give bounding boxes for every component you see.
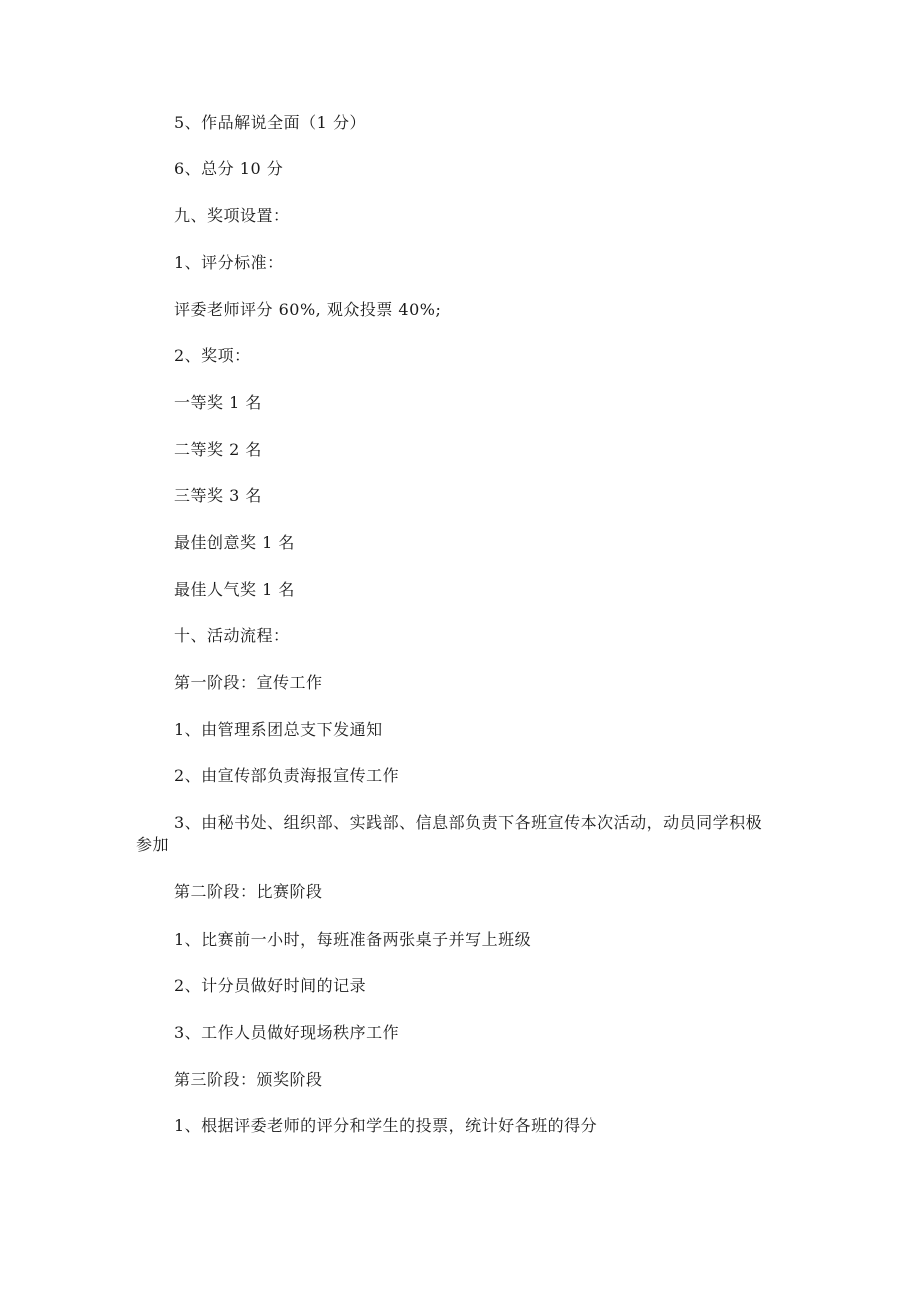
scoring-standard-heading: 1、评分标准： (174, 253, 284, 272)
stage-1-item-3 (136, 812, 816, 856)
stage-1-item-1: 1、由管理系团总支下发通知 (174, 720, 383, 739)
scoring-ratio-text: 评委老师评分 60%, 观众投票 40%; (174, 300, 442, 319)
item-5-explanation: 5、作品解说全面（1 分） (174, 113, 366, 132)
stage-2-heading: 第二阶段：比赛阶段 (174, 882, 323, 901)
stage-1-item-2: 2、由宣传部负责海报宣传工作 (174, 766, 400, 785)
stage-2-item-1: 1、比赛前一小时，每班准备两张桌子并写上班级 (174, 930, 532, 949)
award-second-prize: 二等奖 2 名 (174, 440, 262, 459)
stage-2-item-2: 2、计分员做好时间的记录 (174, 976, 367, 995)
stage-3-item-1: 1、根据评委老师的评分和学生的投票，统计好各班的得分 (174, 1116, 598, 1135)
awards-heading: 2、奖项： (174, 346, 251, 365)
stage-2-item-3: 3、工作人员做好现场秩序工作 (174, 1023, 400, 1042)
stage-1-item-3-line-2: 参加 (136, 835, 170, 854)
award-best-creative: 最佳创意奖 1 名 (174, 533, 295, 552)
stage-1-item-3-line-1: 3、由秘书处、组织部、实践部、信息部负责下各班宣传本次活动，动员同学积极 (174, 813, 763, 832)
stage-3-heading: 第三阶段：颁奖阶段 (174, 1070, 323, 1089)
item-6-total-score: 6、总分 10 分 (174, 159, 284, 178)
award-first-prize: 一等奖 1 名 (174, 393, 262, 412)
award-most-popular: 最佳人气奖 1 名 (174, 580, 295, 599)
award-third-prize: 三等奖 3 名 (174, 486, 262, 505)
stage-1-heading: 第一阶段：宣传工作 (174, 673, 323, 692)
section-10-heading: 十、活动流程： (174, 626, 290, 645)
section-9-heading: 九、奖项设置： (174, 206, 290, 225)
